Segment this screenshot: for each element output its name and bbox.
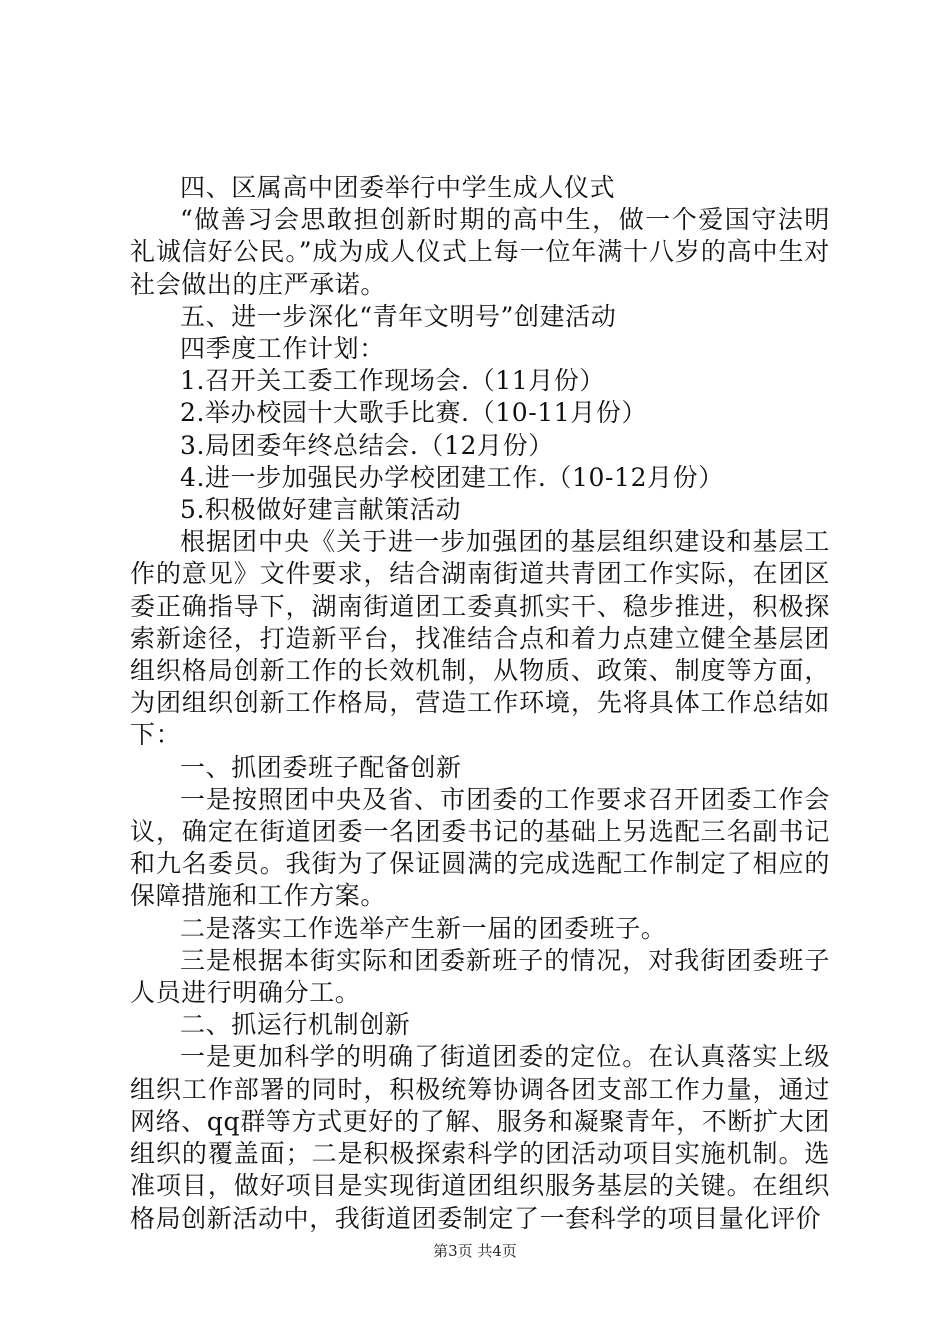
plan-item-5: 5.积极做好建言献策活动 bbox=[180, 495, 462, 525]
paragraph-part-1-third: 三是根据本街实际和团委新班子的情况，对我街团委班子人员进行明确分工。 bbox=[130, 945, 830, 1008]
heading-q4-plan: 四季度工作计划： bbox=[180, 334, 385, 364]
heading-section-5: 五、进一步深化“青年文明号”创建活动 bbox=[180, 301, 617, 331]
plan-item-1: 1.召开关工委工作现场会.（11月份） bbox=[180, 366, 606, 396]
plan-item-2: 2.举办校园十大歌手比赛.（10-11月份） bbox=[180, 398, 648, 428]
heading-section-4: 四、区属高中团委举行中学生成人仪式 bbox=[180, 173, 616, 202]
heading-part-2: 二、抓运行机制创新 bbox=[180, 1010, 411, 1040]
paragraph-pledge: “做善习会思敢担创新时期的高中生，做一个爱国守法明礼诚信好公民。”成为成人仪式上每一位年满十八岁的高中生对社会做出的庄严承诺。 bbox=[130, 205, 830, 299]
document-body bbox=[130, 172, 830, 1235]
paragraph-part-1-second: 二是落实工作选举产生新一届的团委班子。 bbox=[180, 913, 667, 943]
paragraph-intro: 根据团中央《关于进一步加强团的基层组织建设和基层工作的意见》文件要求，结合湖南街道共青团工作实际，在团区委正确指导下，湖南街道团工委真抓实干、稳步推进，积极探索新途径，打造新平台，找准结合点和着力点建立健全基层团组织格局创新工作的长效机制，从物质、政策、制度等方面，为团组织创新工作格局，营造工作环境，先将具体工作总结如下： bbox=[130, 527, 830, 750]
paragraph-part-1-first: 一是按照团中央及省、市团委的工作要求召开团委工作会议，确定在街道团委一名团委书记的基础上另选配三名副书记和九名委员。我街为了保证圆满的完成选配工作制定了相应的保障措施和工作方案。 bbox=[130, 784, 830, 911]
plan-item-3: 3.局团委年终总结会.（12月份） bbox=[180, 430, 554, 460]
plan-item-4: 4.进一步加强民办学校团建工作.（10-12月份） bbox=[180, 462, 724, 492]
page-footer: 第3页 共4页 bbox=[433, 1242, 517, 1260]
paragraph-part-2: 一是更加科学的明确了街道团委的定位。在认真落实上级组织工作部署的同时，积极统筹协调各团支部工作力量，通过网络、qq群等方式更好的了解、服务和凝聚青年，不断扩大团组织的覆盖面；二是积极探索科学的团活动项目实施机制。选准项目，做好项目是实现街道团组织服务基层的关键。在组织格局创新活动中，我街道团委制定了一套科学的项目量化评价 bbox=[130, 1042, 830, 1233]
heading-part-1: 一、抓团委班子配备创新 bbox=[180, 752, 462, 782]
